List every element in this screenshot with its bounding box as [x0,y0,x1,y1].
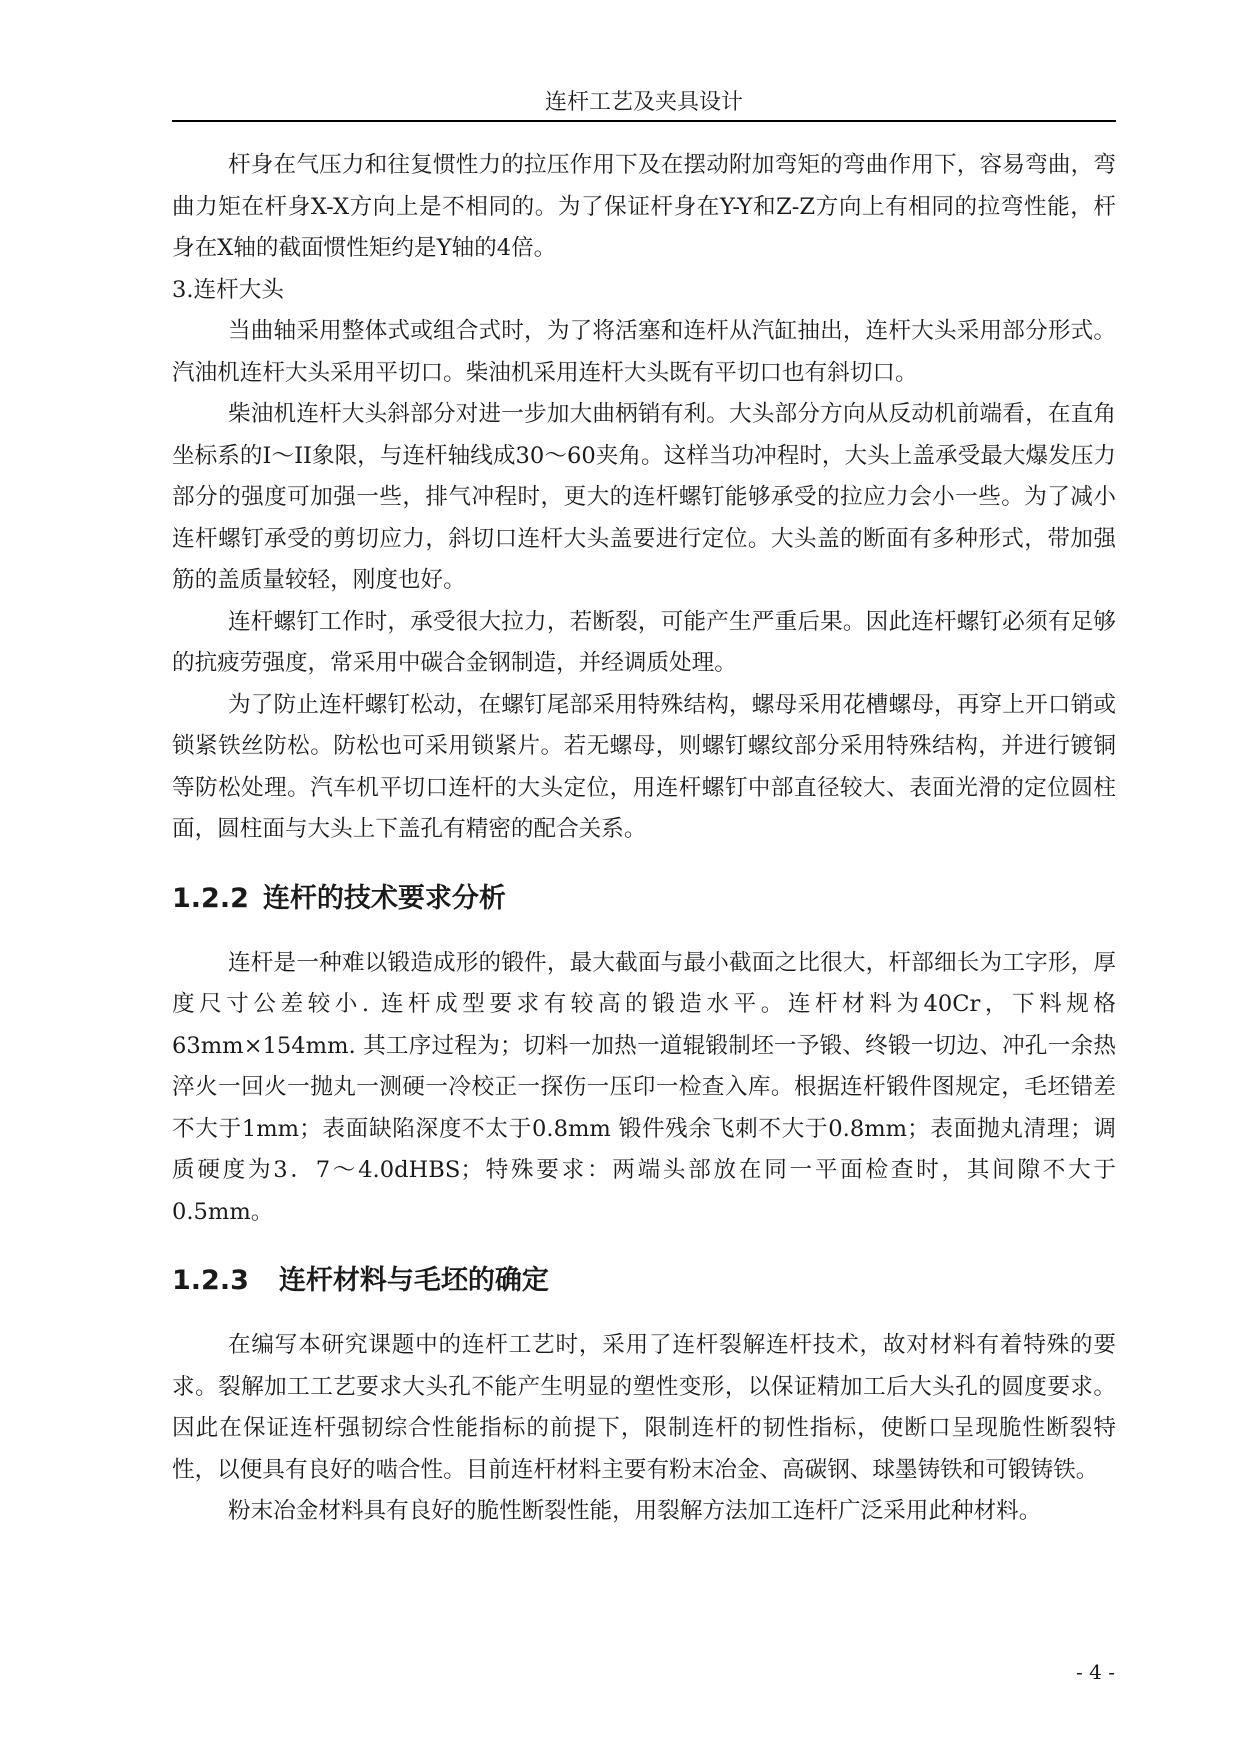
paragraph-rod-body: 杆身在气压力和往复惯性力的拉压作用下及在摆动附加弯矩的弯曲作用下，容易弯曲，弯曲力矩在杆身X-X方向上是不相同的。为了保证杆身在Y-Y和Z-Z方向上有相同的拉弯性能，杆身在X轴的截面惯性矩约是Y轴的4倍。 [172,152,1116,261]
page-content [172,145,1116,1533]
section-number: 1.2.2 [172,882,249,914]
section-heading-1-2-2 [172,879,1116,919]
section-title: 连杆材料与毛坯的确定 [278,1265,549,1296]
section-heading-1-2-3 [172,1261,1116,1301]
paragraph-bolt-locking: 为了防止连杆螺钉松动，在螺钉尾部采用特殊结构，螺母采用花槽螺母，再穿上开口销或锁紧铁丝防松。防松也可采用锁紧片。若无螺母，则螺钉螺纹部分采用特殊结构，并进行镀铜等防松处理。汽车机平切口连杆的大头定位，用连杆螺钉中部直径较大、表面光滑的定位圆柱面，圆柱面与大头上下盖孔有精密的配合关系。 [172,691,1116,842]
paragraph-material-requirements: 在编写本研究课题中的连杆工艺时，采用了连杆裂解连杆技术，故对材料有着特殊的要求。裂解加工工艺要求大头孔不能产生明显的塑性变形，以保证精加工后大头孔的圆度要求。因此在保证连杆强韧综合性能指标的前提下，限制连杆的韧性指标，使断口呈现脆性断裂特性，以便具有良好的啮合性。目前连杆材料主要有粉末冶金、高碳钢、球墨铸铁和可锻铸铁。 [172,1332,1116,1483]
page-number: - 4 - [1076,1660,1115,1684]
sub-heading-big-end: 3.连杆大头 [172,276,284,303]
paragraph-diesel-big-end: 柴油机连杆大头斜部分对进一步加大曲柄销有利。大头部分方向从反动机前端看，在直角坐标系的Ⅰ～II象限，与连杆轴线成30～60夹角。这样当功冲程时，大头上盖承受最大爆发压力部分的强度可加强一些，排气冲程时，更大的连杆螺钉能够承受的拉应力会小一些。为了减小连杆螺钉承受的剪切应力，斜切口连杆大头盖要进行定位。大头盖的断面有多种形式，带加强筋的盖质量较轻，刚度也好。 [172,401,1116,593]
section-number: 1.2.3 [172,1265,249,1296]
paragraph-powder-metallurgy: 粉末冶金材料具有良好的脆性断裂性能，用裂解方法加工连杆广泛采用此种材料。 [228,1498,1042,1524]
paragraph-bolt-work: 连杆螺钉工作时，承受很大拉力，若断裂，可能产生严重后果。因此连杆螺钉必须有足够的抗疲劳强度，常采用中碳合金钢制造，并经调质处理。 [172,608,1116,676]
page-header: 连杆工艺及夹具设计 [544,90,743,115]
header-divider [172,120,1116,122]
section-title: 连杆的技术要求分析 [262,882,506,914]
paragraph-big-end-form: 当曲轴采用整体式或组合式时，为了将活塞和连杆从汽缸抽出，连杆大头采用部分形式。汽油机连杆大头采用平切口。柴油机采用连杆大头既有平切口也有斜切口。 [172,318,1116,386]
paragraph-technical-requirements: 连杆是一种难以锻造成形的锻件，最大截面与最小截面之比很大，杆部细长为工字形，厚度尺寸公差较小. 连杆成型要求有较高的锻造水平。连杆材料为40Cr，下料规格63mm×154mm. 其工序过程为；切料一加热一道辊锻制坯一予锻、终锻一切边、冲孔一余热淬火一回火一抛丸一测硬一冷校正一探伤一压印一检查入库。根据连杆锻件图规定，毛坯错差不大于1mm；表面缺陷深度不太于0.8mm 锻件残余飞刺不大于0.8mm；表面抛丸清理；调质硬度为3．7～4.0dHBS；特殊要求：两端头部放在同一平面检查时，其间隙不大于0.5mm。 [172,949,1116,1225]
